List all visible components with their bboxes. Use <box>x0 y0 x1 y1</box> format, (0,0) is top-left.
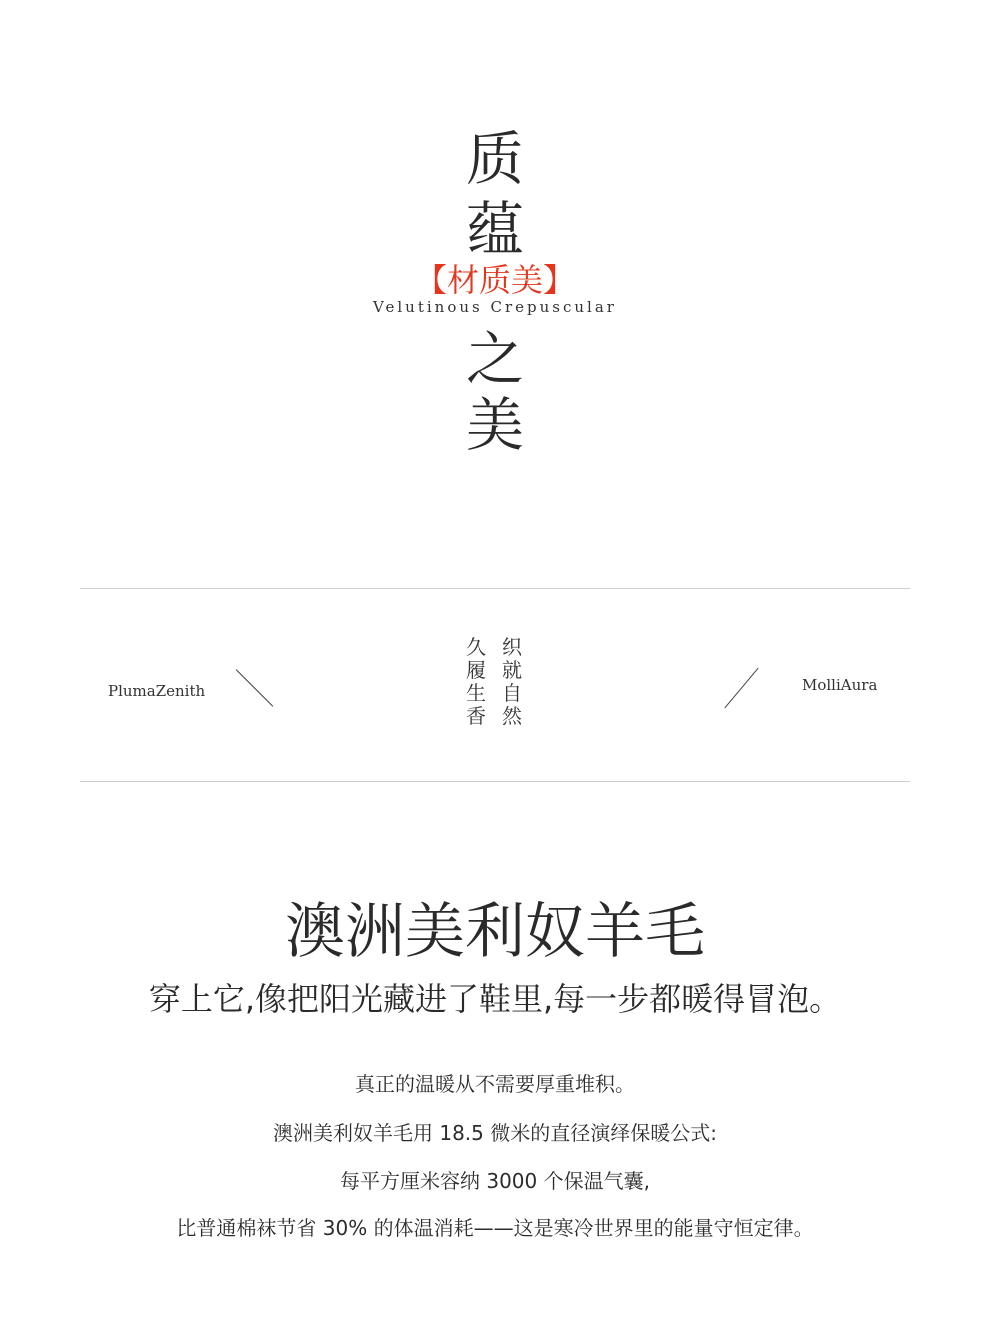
brand-right-label: MolliAura <box>802 676 878 694</box>
divider-bottom <box>80 781 910 782</box>
description-line-2: 澳洲美利奴羊毛用 18.5 微米的直径演绎保暖公式: <box>273 1121 717 1145</box>
column-b-char: 就 <box>502 658 522 682</box>
title-char-2: 蕴 <box>465 195 524 263</box>
column-a-char: 履 <box>466 658 486 682</box>
description-line-3: 每平方厘米容纳 3000 个保温气囊, <box>340 1169 650 1193</box>
divider-top <box>80 588 910 589</box>
brand-left-label: PlumaZenith <box>108 682 206 700</box>
vertical-text-column-a <box>464 636 488 728</box>
product-tagline: 穿上它,像把阳光藏进了鞋里,每一步都暖得冒泡。 <box>148 980 842 1018</box>
title-char-4: 美 <box>465 391 524 459</box>
column-b-char: 织 <box>502 635 522 659</box>
slash-decoration-left <box>236 669 273 706</box>
title-char-3: 之 <box>465 325 524 393</box>
material-tag: 【材质美】 <box>414 261 575 299</box>
english-subtitle: Velutinous Crepuscular <box>373 298 617 316</box>
column-b-char: 然 <box>502 704 522 728</box>
description-line-4: 比普通棉袜节省 30% 的体温消耗——这是寒冷世界里的能量守恒定律。 <box>176 1216 814 1240</box>
slash-decoration-right <box>724 668 758 708</box>
column-a-char: 生 <box>466 681 486 705</box>
column-a-char: 久 <box>466 635 486 659</box>
column-b-char: 自 <box>502 681 522 705</box>
description-line-1: 真正的温暖从不需要厚重堆积。 <box>355 1072 635 1096</box>
column-a-char: 香 <box>466 704 486 728</box>
title-char-1: 质 <box>465 125 524 193</box>
vertical-text-column-b <box>500 636 524 728</box>
product-name: 澳洲美利奴羊毛 <box>285 897 705 967</box>
